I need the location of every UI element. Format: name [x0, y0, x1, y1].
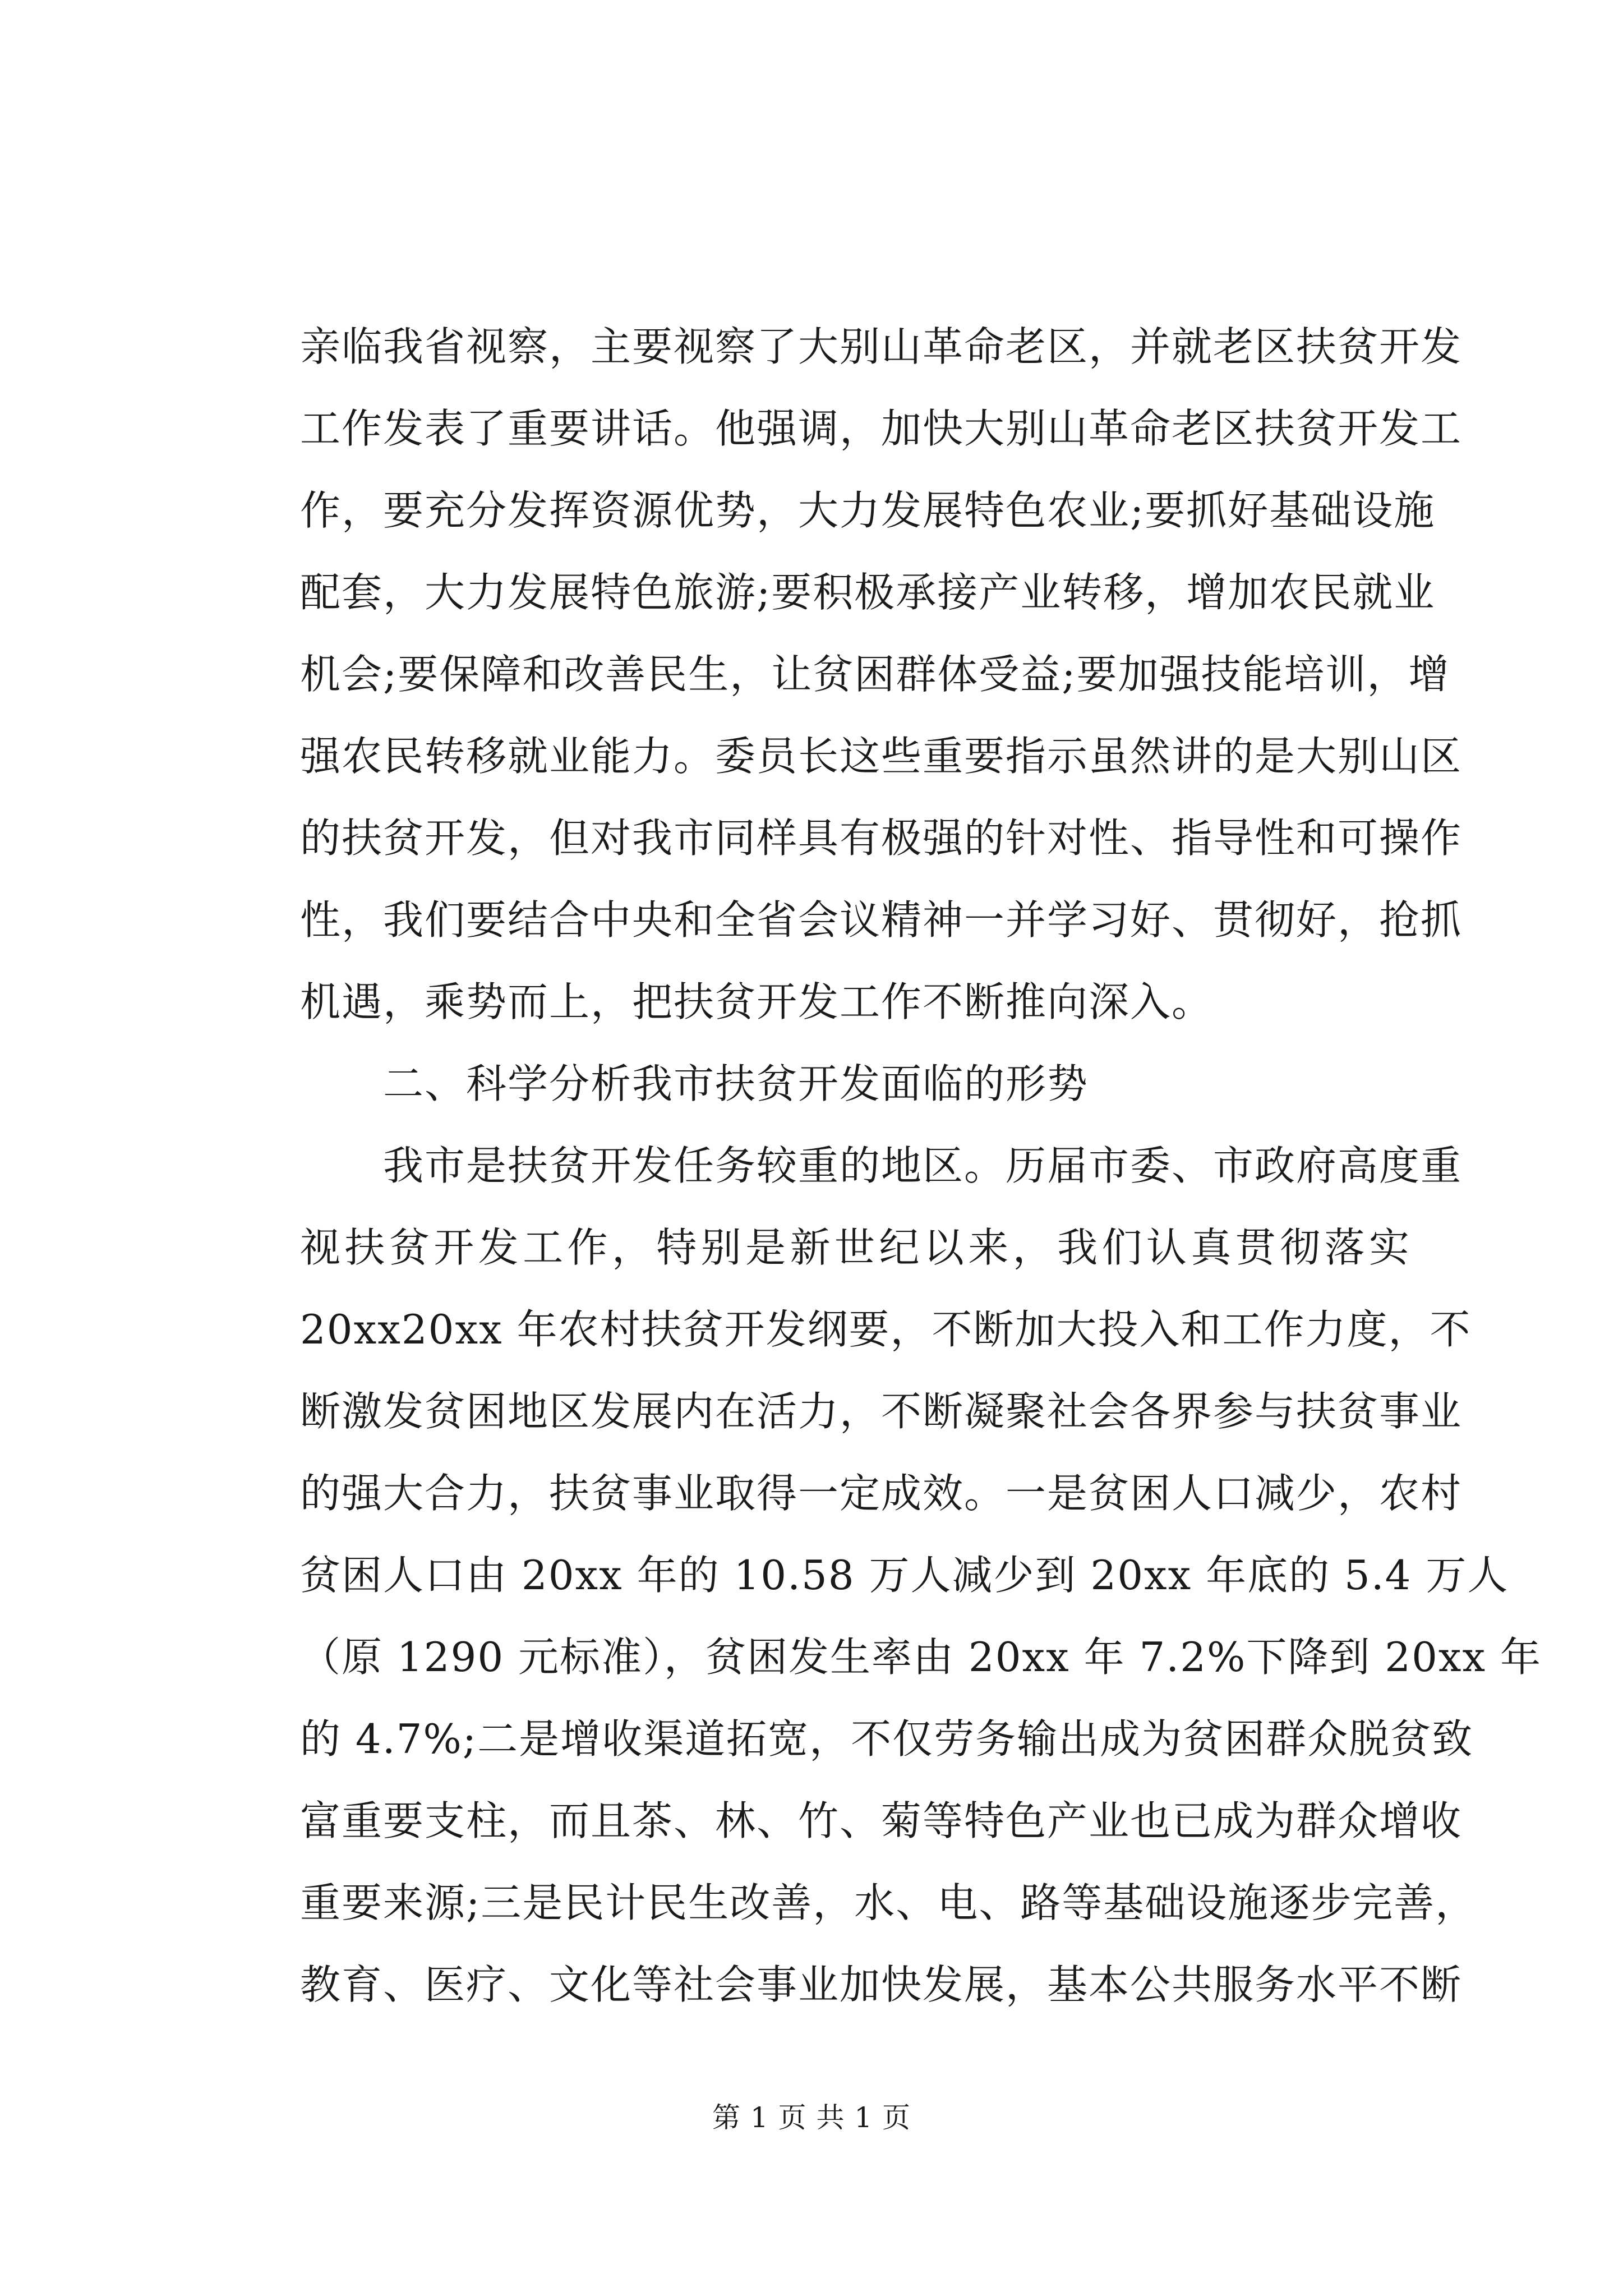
text-line: 教育、医疗、文化等社会事业加快发展，基本公共服务水平不断: [300, 1961, 1463, 2008]
text-line: 配套，大力发展特色旅游;要积极承接产业转移，增加农民就业: [300, 569, 1436, 616]
page-footer: 第 1 页 共 1 页: [712, 2101, 911, 2134]
text-line: （原 1290 元标准），贫困发生率由 20xx 年 7.2%下降到 20xx 年: [300, 1634, 1542, 1681]
text-line: 20xx20xx 年农村扶贫开发纲要，不断加大投入和工作力度，不: [300, 1306, 1472, 1353]
text-line: 的扶贫开发，但对我市同样具有极强的针对性、指导性和可操作: [300, 815, 1463, 862]
text-line: 重要来源;三是民计民生改善，水、电、路等基础设施逐步完善，: [300, 1879, 1477, 1926]
text-line: 视扶贫开发工作，特别是新世纪以来，我们认真贯彻落实: [300, 1224, 1410, 1271]
text-line: 作，要充分发挥资源优势，大力发展特色农业;要抓好基础设施: [300, 487, 1436, 534]
section-heading: 二、科学分析我市扶贫开发面临的形势: [300, 1060, 1089, 1107]
text-line: 的 4.7%;二是增收渠道拓宽，不仅劳务输出成为贫困群众脱贫致: [300, 1715, 1474, 1763]
text-line: 强农民转移就业能力。委员长这些重要指示虽然讲的是大别山区: [300, 733, 1463, 780]
text-line: 机会;要保障和改善民生，让贫困群体受益;要加强技能培训，增: [300, 651, 1450, 698]
text-line: 工作发表了重要讲话。他强调，加快大别山革命老区扶贫开发工: [300, 405, 1463, 452]
text-line: 富重要支柱，而且茶、林、竹、菊等特色产业也已成为群众增收: [300, 1797, 1463, 1844]
text-line: 机遇，乘势而上，把扶贫开发工作不断推向深入。: [300, 978, 1214, 1025]
text-line: 性，我们要结合中央和全省会议精神一并学习好、贯彻好，抢抓: [300, 896, 1463, 944]
text-line: 贫困人口由 20xx 年的 10.58 万人减少到 20xx 年底的 5.4 万人: [300, 1552, 1509, 1599]
text-line: 断激发贫困地区发展内在活力，不断凝聚社会各界参与扶贫事业: [300, 1388, 1463, 1435]
text-line: 的强大合力，扶贫事业取得一定成效。一是贫困人口减少，农村: [300, 1470, 1463, 1517]
text-line: 我市是扶贫开发任务较重的地区。历届市委、市政府高度重: [300, 1142, 1463, 1189]
text-line: 亲临我省视察，主要视察了大别山革命老区，并就老区扶贫开发: [300, 323, 1463, 370]
document-body: [300, 306, 1542, 2026]
